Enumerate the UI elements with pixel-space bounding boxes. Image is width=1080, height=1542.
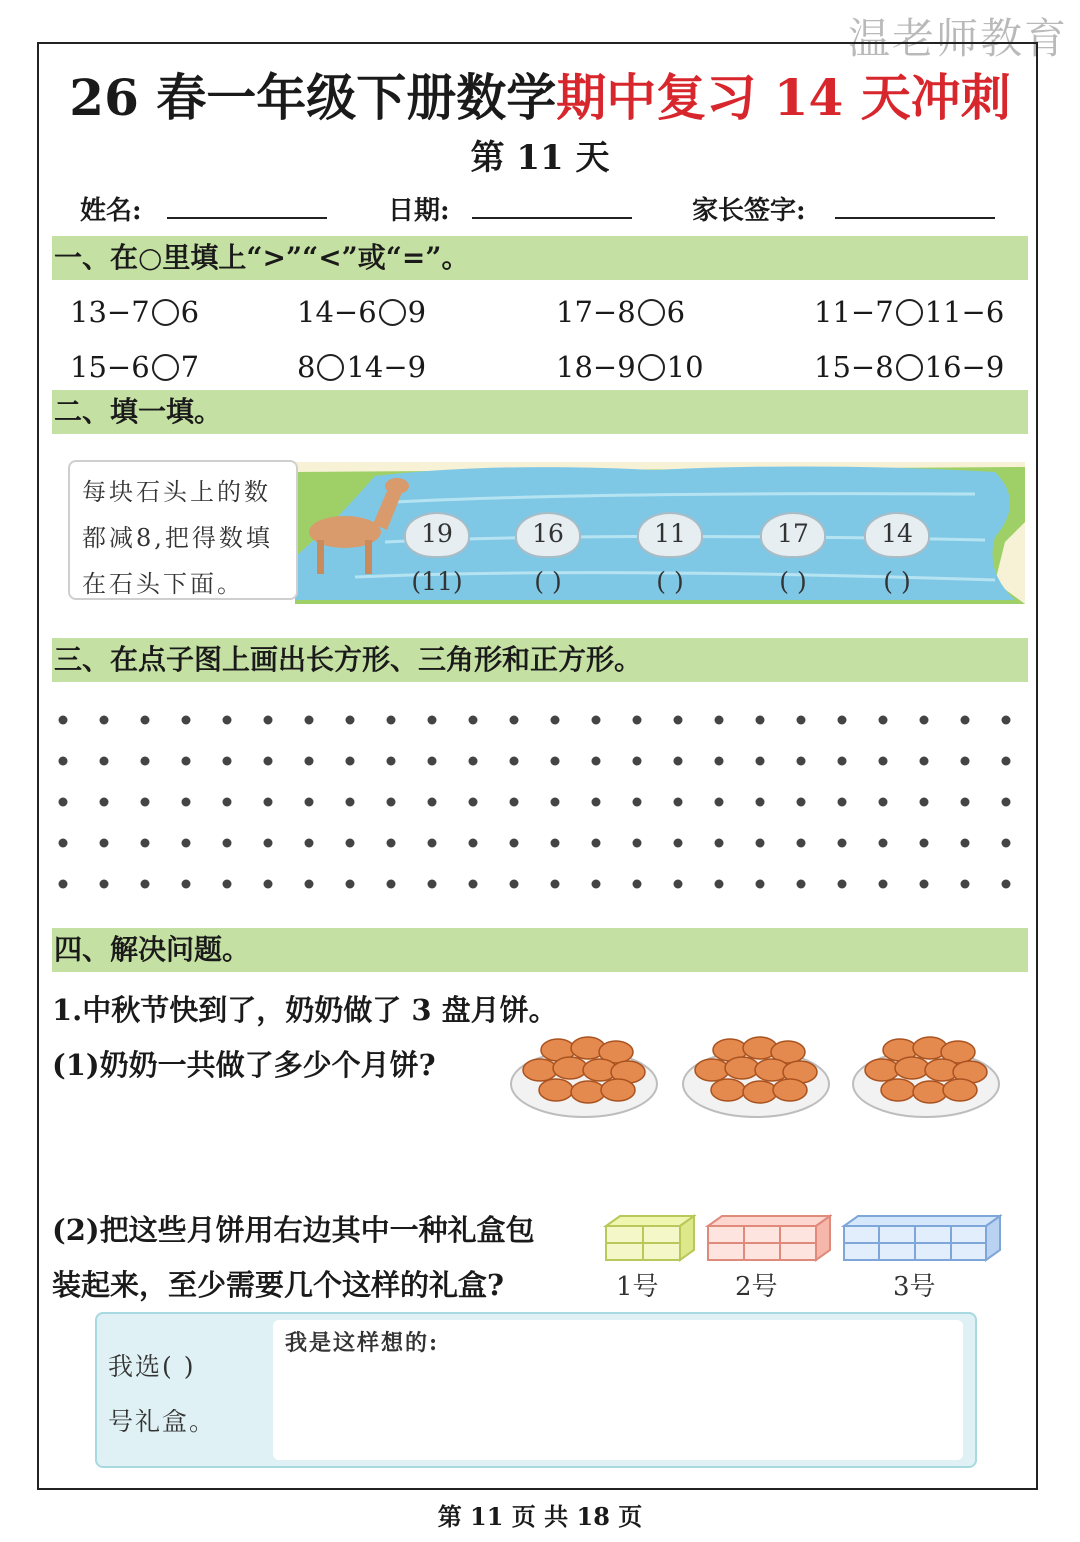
compare-item bbox=[556, 350, 704, 384]
page-footer: 第 11 页 共 18 页 bbox=[437, 1502, 643, 1531]
grid-dot[interactable] bbox=[756, 839, 765, 848]
name-field[interactable] bbox=[167, 217, 327, 219]
grid-dot[interactable] bbox=[59, 757, 68, 766]
grid-dot[interactable] bbox=[879, 839, 888, 848]
grid-dot[interactable] bbox=[469, 798, 478, 807]
grid-dot[interactable] bbox=[961, 798, 970, 807]
compare-item bbox=[70, 350, 199, 384]
grid-dot[interactable] bbox=[346, 839, 355, 848]
grid-dot[interactable] bbox=[961, 716, 970, 725]
grid-dot[interactable] bbox=[715, 880, 724, 889]
parent-sign-label: 家长签字: bbox=[692, 196, 806, 226]
grid-dot[interactable] bbox=[961, 839, 970, 848]
compare-left: 8 bbox=[297, 350, 316, 384]
compare-item bbox=[297, 295, 426, 329]
grid-dot[interactable] bbox=[797, 716, 806, 725]
grid-dot[interactable] bbox=[305, 880, 314, 889]
compare-item bbox=[70, 295, 199, 329]
grid-dot[interactable] bbox=[838, 880, 847, 889]
gift-box-3 bbox=[838, 1212, 1002, 1264]
grid-dot[interactable] bbox=[592, 798, 601, 807]
grid-dot[interactable] bbox=[141, 757, 150, 766]
compare-left: 15−6 bbox=[70, 350, 150, 384]
choose-box-suffix: 号礼盒。 bbox=[108, 1407, 217, 1436]
compare-left: 17−8 bbox=[556, 295, 636, 329]
grid-dot[interactable] bbox=[756, 798, 765, 807]
grid-dot[interactable] bbox=[264, 757, 273, 766]
grid-dot[interactable] bbox=[428, 880, 437, 889]
grid-dot[interactable] bbox=[920, 757, 929, 766]
instruction-line-3: 在石头下面。 bbox=[82, 570, 244, 598]
answer-circle[interactable] bbox=[638, 354, 665, 381]
problem-intro: 1.中秋节快到了，奶奶做了 3 盘月饼。 bbox=[52, 993, 558, 1027]
stone-number: 19 bbox=[421, 519, 453, 548]
grid-dot[interactable] bbox=[1002, 757, 1011, 766]
answer-circle[interactable] bbox=[379, 299, 406, 326]
stone-answer-blank[interactable]: ( ) bbox=[779, 567, 807, 596]
grid-dot[interactable] bbox=[674, 839, 683, 848]
compare-right: 14−9 bbox=[346, 350, 427, 384]
grid-dot[interactable] bbox=[592, 839, 601, 848]
compare-right: 11−6 bbox=[924, 295, 1005, 329]
grid-dot[interactable] bbox=[838, 798, 847, 807]
grid-dot[interactable] bbox=[387, 716, 396, 725]
grid-dot[interactable] bbox=[264, 716, 273, 725]
compare-right: 9 bbox=[407, 295, 427, 329]
grid-dot[interactable] bbox=[797, 757, 806, 766]
grid-dot[interactable] bbox=[1002, 716, 1011, 725]
grid-dot[interactable] bbox=[346, 880, 355, 889]
answer-circle[interactable] bbox=[152, 299, 179, 326]
grid-dot[interactable] bbox=[633, 757, 642, 766]
grid-dot[interactable] bbox=[920, 798, 929, 807]
stone-answer-blank[interactable]: ( ) bbox=[534, 567, 562, 596]
grid-dot[interactable] bbox=[756, 880, 765, 889]
answer-circle[interactable] bbox=[638, 299, 665, 326]
name-label: 姓名: bbox=[80, 196, 142, 226]
mooncake-plate bbox=[850, 1032, 1002, 1122]
grid-dot[interactable] bbox=[428, 757, 437, 766]
grid-dot[interactable] bbox=[879, 716, 888, 725]
stone-answer-blank[interactable]: ( ) bbox=[883, 567, 911, 596]
answer-circle[interactable] bbox=[152, 354, 179, 381]
dot-grid[interactable] bbox=[50, 700, 1030, 900]
compare-item bbox=[814, 350, 1004, 384]
grid-dot[interactable] bbox=[100, 839, 109, 848]
grid-dot[interactable] bbox=[223, 716, 232, 725]
grid-dot[interactable] bbox=[469, 839, 478, 848]
mooncake bbox=[743, 1081, 777, 1103]
grid-dot[interactable] bbox=[428, 716, 437, 725]
grid-dot[interactable] bbox=[797, 880, 806, 889]
grid-dot[interactable] bbox=[510, 798, 519, 807]
instruction-line-2: 都减8,把得数填 bbox=[82, 524, 273, 552]
grid-dot[interactable] bbox=[182, 798, 191, 807]
grid-dot[interactable] bbox=[510, 716, 519, 725]
grid-dot[interactable] bbox=[182, 716, 191, 725]
grid-dot[interactable] bbox=[715, 839, 724, 848]
grid-dot[interactable] bbox=[264, 839, 273, 848]
grid-dot[interactable] bbox=[305, 798, 314, 807]
compare-left: 13−7 bbox=[70, 295, 150, 329]
compare-left: 18−9 bbox=[556, 350, 636, 384]
grid-dot[interactable] bbox=[756, 716, 765, 725]
date-label: 日期: bbox=[388, 196, 450, 226]
stone-number: 16 bbox=[532, 519, 564, 548]
grid-dot[interactable] bbox=[1002, 798, 1011, 807]
watermark: 温老师教育 bbox=[847, 14, 1068, 63]
grid-dot[interactable] bbox=[141, 716, 150, 725]
grid-dot[interactable] bbox=[551, 839, 560, 848]
horse-head bbox=[385, 478, 409, 494]
grid-dot[interactable] bbox=[469, 757, 478, 766]
grid-dot[interactable] bbox=[100, 880, 109, 889]
mooncake bbox=[539, 1079, 573, 1101]
mooncake bbox=[881, 1079, 915, 1101]
mooncake bbox=[943, 1079, 977, 1101]
stone-number: 17 bbox=[777, 519, 809, 548]
compare-item bbox=[814, 295, 1004, 329]
grid-dot[interactable] bbox=[633, 798, 642, 807]
grid-dot[interactable] bbox=[305, 716, 314, 725]
grid-dot[interactable] bbox=[223, 798, 232, 807]
grid-dot[interactable] bbox=[346, 757, 355, 766]
grid-dot[interactable] bbox=[100, 716, 109, 725]
grid-dot[interactable] bbox=[59, 716, 68, 725]
compare-right: 10 bbox=[666, 350, 704, 384]
gift-box-2-label: 2号 bbox=[735, 1272, 778, 1302]
grid-dot[interactable] bbox=[674, 798, 683, 807]
mooncake bbox=[895, 1057, 929, 1079]
stone-number: 14 bbox=[881, 519, 913, 548]
gift-box-1 bbox=[600, 1212, 696, 1264]
stone-answer-blank[interactable]: ( ) bbox=[656, 567, 684, 596]
grid-dot[interactable] bbox=[346, 716, 355, 725]
grid-dot[interactable] bbox=[715, 757, 724, 766]
grid-dot[interactable] bbox=[879, 880, 888, 889]
mooncake bbox=[725, 1057, 759, 1079]
grid-dot[interactable] bbox=[797, 839, 806, 848]
gift-box-1-label: 1号 bbox=[616, 1272, 659, 1302]
grid-dot[interactable] bbox=[264, 798, 273, 807]
question-2-line-1: (2)把这些月饼用右边其中一种礼盒包 bbox=[52, 1213, 535, 1247]
grid-dot[interactable] bbox=[182, 839, 191, 848]
grid-dot[interactable] bbox=[838, 839, 847, 848]
section-4-header: 四、解决问题。 bbox=[52, 928, 1028, 972]
answer-circle[interactable] bbox=[896, 354, 923, 381]
thinking-label: 我是这样想的: bbox=[285, 1330, 440, 1356]
grid-dot[interactable] bbox=[920, 839, 929, 848]
grid-dot[interactable] bbox=[387, 798, 396, 807]
mooncake bbox=[523, 1059, 557, 1081]
grid-dot[interactable] bbox=[264, 880, 273, 889]
compare-left: 15−8 bbox=[814, 350, 894, 384]
grid-dot[interactable] bbox=[182, 757, 191, 766]
mooncake-plate bbox=[508, 1032, 660, 1122]
mooncake bbox=[553, 1057, 587, 1079]
gift-box-2 bbox=[702, 1212, 832, 1264]
question-1: (1)奶奶一共做了多少个月饼? bbox=[52, 1048, 436, 1082]
mooncake bbox=[695, 1059, 729, 1081]
grid-dot[interactable] bbox=[1002, 880, 1011, 889]
compare-item bbox=[556, 295, 685, 329]
compare-left: 11−7 bbox=[814, 295, 894, 329]
day-subtitle: 第 11 天 bbox=[470, 138, 610, 178]
grid-dot[interactable] bbox=[715, 716, 724, 725]
mooncake bbox=[711, 1079, 745, 1101]
grid-dot[interactable] bbox=[223, 880, 232, 889]
mooncake bbox=[865, 1059, 899, 1081]
mooncake bbox=[773, 1079, 807, 1101]
grid-dot[interactable] bbox=[428, 798, 437, 807]
grid-dot[interactable] bbox=[59, 880, 68, 889]
grid-dot[interactable] bbox=[510, 880, 519, 889]
grid-dot[interactable] bbox=[182, 880, 191, 889]
grid-dot[interactable] bbox=[141, 880, 150, 889]
grid-dot[interactable] bbox=[469, 880, 478, 889]
grid-dot[interactable] bbox=[633, 716, 642, 725]
grid-dot[interactable] bbox=[961, 757, 970, 766]
grid-dot[interactable] bbox=[633, 880, 642, 889]
grid-dot[interactable] bbox=[59, 798, 68, 807]
grid-dot[interactable] bbox=[715, 798, 724, 807]
question-2-line-2: 装起来，至少需要几个这样的礼盒? bbox=[52, 1268, 504, 1302]
stone-answer-blank[interactable]: (11) bbox=[411, 567, 463, 596]
grid-dot[interactable] bbox=[510, 839, 519, 848]
grid-dot[interactable] bbox=[387, 880, 396, 889]
mooncake bbox=[601, 1079, 635, 1101]
grid-dot[interactable] bbox=[551, 757, 560, 766]
grid-dot[interactable] bbox=[510, 757, 519, 766]
grid-dot[interactable] bbox=[223, 839, 232, 848]
section-1-header: 一、在○里填上“>”“<”或“=”。 bbox=[52, 236, 1028, 280]
grid-dot[interactable] bbox=[59, 839, 68, 848]
grid-dot[interactable] bbox=[592, 880, 601, 889]
answer-circle[interactable] bbox=[896, 299, 923, 326]
grid-dot[interactable] bbox=[961, 880, 970, 889]
grid-dot[interactable] bbox=[551, 880, 560, 889]
grid-dot[interactable] bbox=[592, 716, 601, 725]
title-main: 26 春一年级下册数学 bbox=[69, 68, 557, 127]
grid-dot[interactable] bbox=[633, 839, 642, 848]
section-3-header: 三、在点子图上画出长方形、三角形和正方形。 bbox=[52, 638, 1028, 682]
compare-right: 6 bbox=[180, 295, 200, 329]
compare-item bbox=[297, 350, 426, 384]
grid-dot[interactable] bbox=[100, 757, 109, 766]
grid-dot[interactable] bbox=[797, 798, 806, 807]
parent-sign-field[interactable] bbox=[835, 217, 995, 219]
grid-dot[interactable] bbox=[387, 757, 396, 766]
grid-dot[interactable] bbox=[387, 839, 396, 848]
title-highlight: 期中复习 14 天冲刺 bbox=[556, 68, 1011, 127]
grid-dot[interactable] bbox=[305, 839, 314, 848]
grid-dot[interactable] bbox=[674, 880, 683, 889]
grid-dot[interactable] bbox=[1002, 839, 1011, 848]
grid-dot[interactable] bbox=[838, 757, 847, 766]
grid-dot[interactable] bbox=[879, 757, 888, 766]
date-field[interactable] bbox=[472, 217, 632, 219]
grid-dot[interactable] bbox=[879, 798, 888, 807]
grid-dot[interactable] bbox=[674, 757, 683, 766]
grid-dot[interactable] bbox=[223, 757, 232, 766]
page-title bbox=[0, 58, 1080, 130]
grid-dot[interactable] bbox=[674, 716, 683, 725]
grid-dot[interactable] bbox=[141, 798, 150, 807]
grid-dot[interactable] bbox=[305, 757, 314, 766]
grid-dot[interactable] bbox=[346, 798, 355, 807]
grid-dot[interactable] bbox=[920, 716, 929, 725]
grid-dot[interactable] bbox=[100, 798, 109, 807]
instruction-line-1: 每块石头上的数 bbox=[82, 478, 271, 506]
mooncake-plate bbox=[680, 1032, 832, 1122]
stone-number: 11 bbox=[654, 519, 686, 548]
section-2-header: 二、填一填。 bbox=[52, 390, 1028, 434]
compare-left: 14−6 bbox=[297, 295, 377, 329]
grid-dot[interactable] bbox=[141, 839, 150, 848]
grid-dot[interactable] bbox=[551, 798, 560, 807]
grid-dot[interactable] bbox=[838, 716, 847, 725]
grid-dot[interactable] bbox=[469, 716, 478, 725]
mooncake bbox=[571, 1081, 605, 1103]
choose-box-prompt: 我选( ) bbox=[108, 1352, 196, 1381]
grid-dot[interactable] bbox=[920, 880, 929, 889]
compare-right: 16−9 bbox=[924, 350, 1005, 384]
compare-right: 6 bbox=[666, 295, 686, 329]
grid-dot[interactable] bbox=[756, 757, 765, 766]
answer-circle[interactable] bbox=[317, 354, 344, 381]
compare-right: 7 bbox=[180, 350, 200, 384]
gift-box-3-label: 3号 bbox=[893, 1272, 936, 1302]
grid-dot[interactable] bbox=[428, 839, 437, 848]
grid-dot[interactable] bbox=[551, 716, 560, 725]
grid-dot[interactable] bbox=[592, 757, 601, 766]
mooncake bbox=[913, 1081, 947, 1103]
